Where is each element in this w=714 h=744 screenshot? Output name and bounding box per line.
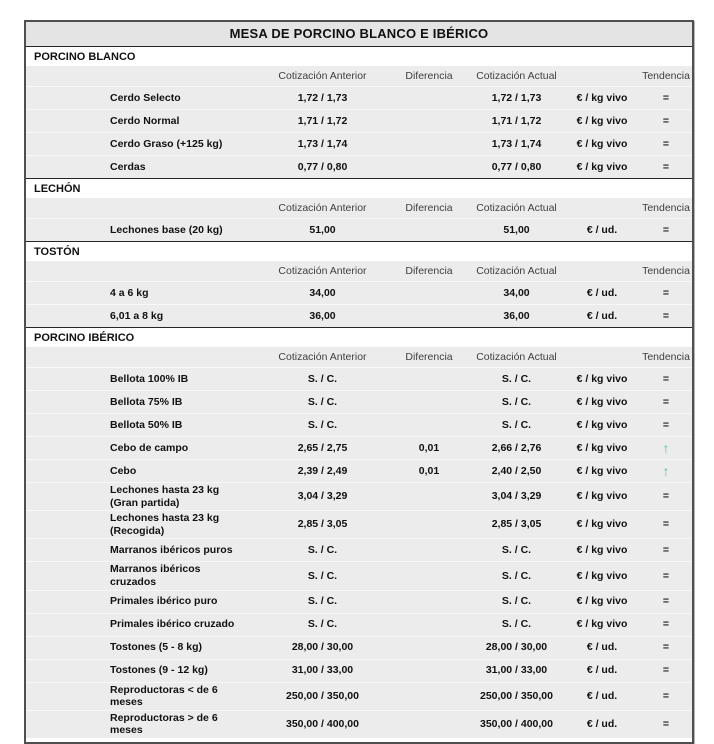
actual-value: 2,85 / 3,05 [491, 518, 542, 531]
anterior-value: 28,00 / 30,00 [291, 641, 354, 654]
trend-equal-icon: = [662, 689, 670, 702]
item-label: Bellota 75% IB [110, 395, 183, 408]
unit-label: € / kg vivo [576, 137, 628, 150]
column-header-row [26, 66, 692, 86]
actual-value: S. / C. [501, 544, 532, 557]
table-row [26, 436, 692, 459]
col-header-tendencia: Tendencia [642, 201, 690, 214]
unit-label: € / ud. [586, 286, 618, 299]
actual-value: 34,00 [503, 286, 530, 299]
item-label: 4 a 6 kg [110, 286, 149, 299]
item-label: Cebo de campo [110, 441, 189, 454]
anterior-value: S. / C. [307, 569, 338, 582]
actual-value: 2,66 / 2,76 [491, 441, 542, 454]
trend-equal-icon: = [662, 544, 670, 557]
table-row [26, 218, 692, 241]
item-label: Lechones hasta 23 kg (Gran partida) [110, 484, 220, 509]
section-title: LECHÓN [26, 179, 692, 198]
table-row [26, 132, 692, 155]
item-label: Bellota 100% IB [110, 372, 189, 385]
col-header-anterior: Cotización Anterior [278, 350, 367, 363]
unit-label: € / kg vivo [576, 464, 628, 477]
item-label: 6,01 a 8 kg [110, 309, 164, 322]
item-label: Primales ibérico cruzado [110, 618, 235, 631]
actual-value: S. / C. [501, 595, 532, 608]
trend-equal-icon: = [662, 569, 670, 582]
table-row [26, 613, 692, 636]
table-row [26, 682, 692, 710]
unit-label: € / kg vivo [576, 441, 628, 454]
trend-equal-icon: = [662, 223, 670, 236]
item-label: Marranos ibéricos puros [110, 544, 233, 557]
column-header-row [26, 261, 692, 281]
table-row [26, 109, 692, 132]
item-label: Tostones (9 - 12 kg) [110, 664, 208, 677]
unit-label: € / kg vivo [576, 418, 628, 431]
unit-label: € / ud. [586, 718, 618, 731]
actual-value: 1,72 / 1,73 [491, 91, 542, 104]
unit-label: € / ud. [586, 309, 618, 322]
table-row [26, 86, 692, 109]
table-row [26, 561, 692, 589]
trend-up-icon: ↑ [662, 463, 670, 479]
section-title: PORCINO IBÉRICO [26, 328, 692, 347]
unit-label: € / ud. [586, 223, 618, 236]
anterior-value: 51,00 [309, 223, 336, 236]
anterior-value: S. / C. [307, 618, 338, 631]
anterior-value: 250,00 / 350,00 [286, 689, 359, 702]
actual-value: 51,00 [503, 223, 530, 236]
item-label: Cerdo Graso (+125 kg) [110, 137, 223, 150]
trend-up-icon: ↑ [662, 440, 670, 456]
table-row [26, 304, 692, 327]
actual-value: 1,73 / 1,74 [491, 137, 542, 150]
col-header-tendencia: Tendencia [642, 69, 690, 82]
section-porcino-ib-rico [26, 327, 692, 738]
anterior-value: S. / C. [307, 595, 338, 608]
section-title: TOSTÓN [26, 242, 692, 261]
actual-value: S. / C. [501, 569, 532, 582]
col-header-anterior: Cotización Anterior [278, 264, 367, 277]
actual-value: S. / C. [501, 618, 532, 631]
item-label: Cerdo Selecto [110, 91, 181, 104]
actual-value: 0,77 / 0,80 [491, 160, 542, 173]
item-label: Bellota 50% IB [110, 418, 183, 431]
unit-label: € / kg vivo [576, 569, 628, 582]
item-label: Reproductoras < de 6 meses [110, 683, 218, 709]
section-porcino-blanco [26, 46, 692, 178]
col-header-anterior: Cotización Anterior [278, 201, 367, 214]
table-row [26, 710, 692, 738]
trend-equal-icon: = [662, 641, 670, 654]
section-lech-n [26, 178, 692, 241]
table-row [26, 636, 692, 659]
unit-label: € / kg vivo [576, 372, 628, 385]
table-row [26, 459, 692, 482]
trend-equal-icon: = [662, 664, 670, 677]
anterior-value: 2,39 / 2,49 [297, 464, 348, 477]
trend-equal-icon: = [662, 286, 670, 299]
anterior-value: 1,73 / 1,74 [297, 137, 348, 150]
item-label: Lechones hasta 23 kg (Recogida) [110, 512, 220, 537]
trend-equal-icon: = [662, 395, 670, 408]
item-label: Cebo [110, 464, 137, 477]
unit-label: € / kg vivo [576, 91, 628, 104]
actual-value: S. / C. [501, 418, 532, 431]
trend-equal-icon: = [662, 618, 670, 631]
anterior-value: S. / C. [307, 544, 338, 557]
actual-value: 1,71 / 1,72 [491, 114, 542, 127]
unit-label: € / kg vivo [576, 595, 628, 608]
page-title: MESA DE PORCINO BLANCO E IBÉRICO [26, 22, 692, 46]
unit-label: € / kg vivo [576, 490, 628, 503]
item-label: Primales ibérico puro [110, 595, 218, 608]
anterior-value: 34,00 [309, 286, 336, 299]
anterior-value: 2,85 / 3,05 [297, 518, 348, 531]
actual-value: S. / C. [501, 372, 532, 385]
column-header-row [26, 347, 692, 367]
item-label: Cerdo Normal [110, 114, 180, 127]
table-row [26, 281, 692, 304]
section-tost-n [26, 241, 692, 327]
unit-label: € / kg vivo [576, 160, 628, 173]
unit-label: € / kg vivo [576, 618, 628, 631]
anterior-value: 31,00 / 33,00 [291, 664, 354, 677]
unit-label: € / kg vivo [576, 544, 628, 557]
anterior-value: S. / C. [307, 372, 338, 385]
actual-value: 350,00 / 400,00 [480, 718, 553, 731]
anterior-value: 2,65 / 2,75 [297, 441, 348, 454]
unit-label: € / kg vivo [576, 395, 628, 408]
trend-equal-icon: = [662, 114, 670, 127]
anterior-value: 36,00 [309, 309, 336, 322]
col-header-diferencia: Diferencia [405, 264, 453, 277]
trend-equal-icon: = [662, 91, 670, 104]
table-row [26, 155, 692, 178]
col-header-diferencia: Diferencia [405, 201, 453, 214]
col-header-diferencia: Diferencia [405, 350, 453, 363]
unit-label: € / ud. [586, 641, 618, 654]
trend-equal-icon: = [662, 518, 670, 531]
table-row [26, 367, 692, 390]
col-header-tendencia: Tendencia [642, 264, 690, 277]
item-label: Cerdas [110, 160, 146, 173]
table-row [26, 538, 692, 561]
anterior-value: 0,77 / 0,80 [297, 160, 348, 173]
item-label: Marranos ibéricos cruzados [110, 563, 201, 588]
item-label: Lechones base (20 kg) [110, 223, 223, 236]
price-table [24, 20, 694, 744]
trend-equal-icon: = [662, 718, 670, 731]
actual-value: 250,00 / 350,00 [480, 689, 553, 702]
trend-equal-icon: = [662, 595, 670, 608]
table-row [26, 413, 692, 436]
section-title: PORCINO BLANCO [26, 47, 692, 66]
trend-equal-icon: = [662, 309, 670, 322]
actual-value: 28,00 / 30,00 [485, 641, 548, 654]
trend-equal-icon: = [662, 372, 670, 385]
col-header-actual: Cotización Actual [476, 264, 557, 277]
unit-label: € / ud. [586, 689, 618, 702]
unit-label: € / kg vivo [576, 114, 628, 127]
col-header-actual: Cotización Actual [476, 69, 557, 82]
actual-value: 31,00 / 33,00 [485, 664, 548, 677]
trend-equal-icon: = [662, 490, 670, 503]
actual-value: 36,00 [503, 309, 530, 322]
actual-value: 2,40 / 2,50 [491, 464, 542, 477]
anterior-value: S. / C. [307, 395, 338, 408]
column-header-row [26, 198, 692, 218]
table-row [26, 482, 692, 510]
table-row [26, 590, 692, 613]
col-header-diferencia: Diferencia [405, 69, 453, 82]
table-row [26, 659, 692, 682]
unit-label: € / ud. [586, 664, 618, 677]
item-label: Tostones (5 - 8 kg) [110, 641, 202, 654]
anterior-value: 350,00 / 400,00 [286, 718, 359, 731]
trend-equal-icon: = [662, 160, 670, 173]
anterior-value: S. / C. [307, 418, 338, 431]
col-header-anterior: Cotización Anterior [278, 69, 367, 82]
sections [26, 46, 692, 738]
col-header-actual: Cotización Actual [476, 350, 557, 363]
diferencia-value: 0,01 [418, 464, 440, 477]
anterior-value: 3,04 / 3,29 [297, 490, 348, 503]
diferencia-value: 0,01 [418, 441, 440, 454]
anterior-value: 1,72 / 1,73 [297, 91, 348, 104]
anterior-value: 1,71 / 1,72 [297, 114, 348, 127]
trend-equal-icon: = [662, 418, 670, 431]
unit-label: € / kg vivo [576, 518, 628, 531]
col-header-tendencia: Tendencia [642, 350, 690, 363]
actual-value: S. / C. [501, 395, 532, 408]
trend-equal-icon: = [662, 137, 670, 150]
table-row [26, 510, 692, 538]
actual-value: 3,04 / 3,29 [491, 490, 542, 503]
table-row [26, 390, 692, 413]
table-bottom-padding [26, 738, 692, 742]
item-label: Reproductoras > de 6 meses [110, 711, 218, 737]
col-header-actual: Cotización Actual [476, 201, 557, 214]
